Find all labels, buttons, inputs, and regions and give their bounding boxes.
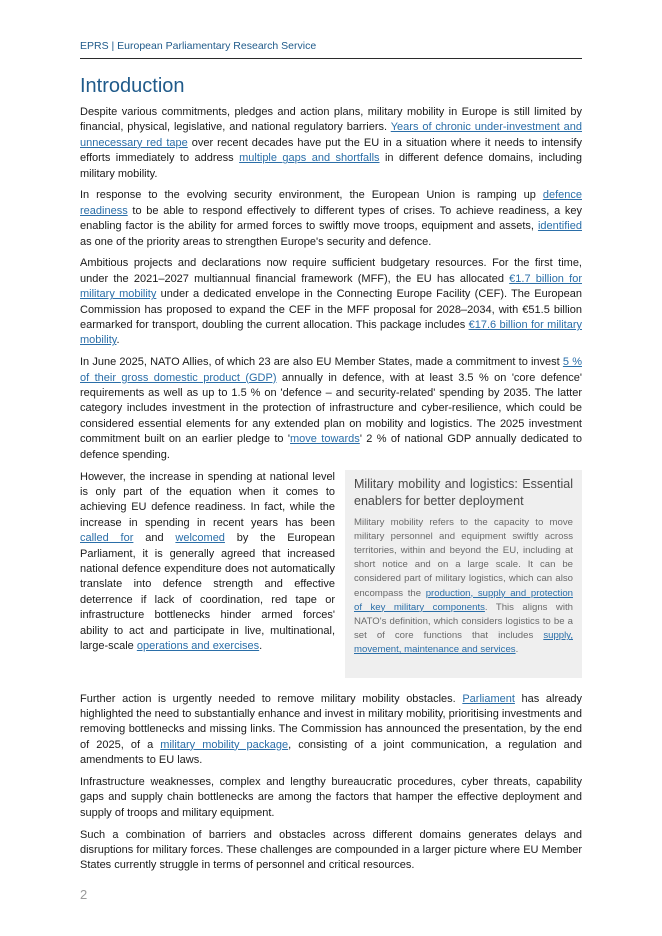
text-run: . This aligns with NATO's definition, which considers logistics to be a set of core functions that includes (354, 601, 573, 642)
text-run: and (133, 532, 176, 545)
text-run: , consisting of a joint communication, a regulation and amendments to EU laws. (80, 738, 582, 767)
text-run: In June 2025, NATO Allies, of which 23 are also EU Member States, made a commitment to invest (80, 356, 563, 369)
text-run: Despite various commitments, pledges and action plans, military mobility in Europe is still limited by financial, physical, legislative, and national regulatory barriers. (80, 106, 582, 134)
text-run: In response to the evolving security environment, the European Union is ramping up (80, 189, 543, 202)
link-gaps-shortfalls[interactable]: multiple gaps and shortfalls (239, 152, 380, 165)
paragraph-3 (80, 256, 582, 348)
link-welcomed[interactable]: welcomed (175, 532, 225, 545)
body-text (80, 105, 582, 880)
paragraph-5 (80, 470, 335, 655)
text-run: under a dedicated envelope in the Connecting Europe Facility (CEF). The European Commission has proposed to expand the CEF in the MFF proposal for 2028–2034, with €51.5 billion earmarked for transport, doubling the current allocation. This package includes (80, 288, 582, 332)
text-run: However, the increase in spending at national level is only part of the equation when it comes to achieving EU defence readiness. In fact, while the increase in spending in recent years has been (80, 470, 335, 529)
text-run: . (259, 639, 263, 652)
text-run: . (116, 334, 120, 347)
link-production-supply[interactable]: production, supply and protection of key military components (354, 587, 573, 613)
link-underinvestment[interactable]: Years of chronic under-investment and unnecessary red tape (80, 121, 582, 149)
text-run: Ambitious projects and declarations now require sufficient budgetary resources. For the first time, under the 2021–2027 multiannual financial framework (MFF), the EU has allocated (80, 257, 582, 285)
link-supply-movement[interactable]: supply, movement, maintenance and services (354, 630, 573, 656)
paragraph-2 (80, 188, 582, 250)
text-run: ' 2 % of national GDP annually dedicated to defence spending. (80, 433, 582, 461)
paragraph-1 (80, 105, 582, 182)
link-5-percent-gdp[interactable]: 5 % of their gross domestic product (GDP) (80, 356, 582, 384)
section-title: Introduction (80, 75, 185, 97)
link-move-towards[interactable]: move towards (290, 433, 360, 446)
running-header: EPRS | European Parliamentary Research Service (80, 40, 582, 59)
link-identified[interactable]: identified (537, 220, 582, 233)
link-defence-readiness[interactable]: defence readiness (80, 189, 582, 217)
page-number: 2 (80, 887, 88, 902)
text-run: Military mobility refers to the capacity to move military personnel and equipment swiftly across territories, within and beyond the EU, including at short notice and on a large scale. It can be considered part of military logistics, which can also encompass the (354, 516, 573, 599)
text-run: annually in defence, with at least 3.5 % on 'core defence' requirements as well as up to 1.5 % on 'defence – and security-related' spending by 2035. The latter category includes investment in the protection of infrastructure and cyber-resilience, which could be considered essential elements for any extended plan on mobility and logistics. The 2025 investment commitment built on an earlier pledge to ' (80, 371, 582, 446)
link-17-6-billion[interactable]: €17.6 billion for military mobility (80, 319, 582, 347)
paragraph-6 (80, 692, 582, 769)
text-run: as one of the priority areas to strengthen Europe's security and defence. (80, 235, 432, 248)
left-column (80, 470, 335, 655)
two-column-section (80, 470, 582, 686)
text-run: in different defence domains, including military mobility. (80, 152, 583, 180)
text-run: . (515, 644, 519, 656)
text-run: to be able to respond effectively to different types of crises. To achieve readiness, a key enabling factor is the ability for armed forces to swiftly move troops, equipment and assets, (80, 204, 582, 233)
link-operations-exercises[interactable]: operations and exercises (136, 639, 260, 652)
link-1-7-billion[interactable]: €1.7 billion for military mobility (80, 272, 582, 301)
info-box-title: Military mobility and logistics: Essential enablers for better deployment (354, 476, 573, 508)
text-run: has already highlighted the need to substantially enhance and invest in military mobility, prioritising investments and removing bottlenecks and missing links. The Commission has announced the presentation, by the end of 2025, of a (80, 692, 582, 751)
link-called-for[interactable]: called for (80, 532, 134, 545)
link-parliament[interactable]: Parliament (462, 692, 515, 705)
info-box (345, 470, 582, 678)
text-run: Further action is urgently needed to remove military mobility obstacles. (80, 692, 463, 705)
text-run: over recent decades have put the EU in a situation where it needs to intensify efforts immediately to address (80, 136, 582, 165)
paragraph-8: Such a combination of barriers and obstacles across different domains generates delays and disruptions for military forces. These challenges are compounded in a larger picture where EU Member States currently struggle in terms of personnel and critical resources. (80, 828, 582, 872)
link-military-mobility-package[interactable]: military mobility package (160, 738, 289, 751)
paragraph-7: Infrastructure weaknesses, complex and lengthy bureaucratic procedures, cyber threats, capability gaps and supply chain bottlenecks are among the factors that hamper the effective deployment and supply of troops and military equipment. (80, 775, 582, 819)
paragraph-4 (80, 355, 582, 463)
text-run: by the European Parliament, it is generally agreed that increased national defence expenditure does not automatically translate into defence strength and effective deterrence if lack of coordination, red tape or infrastructure bottlenecks hinder armed forces' ability to act and participate in live, multinational, large-scale (80, 532, 336, 652)
info-box-text (354, 516, 573, 658)
